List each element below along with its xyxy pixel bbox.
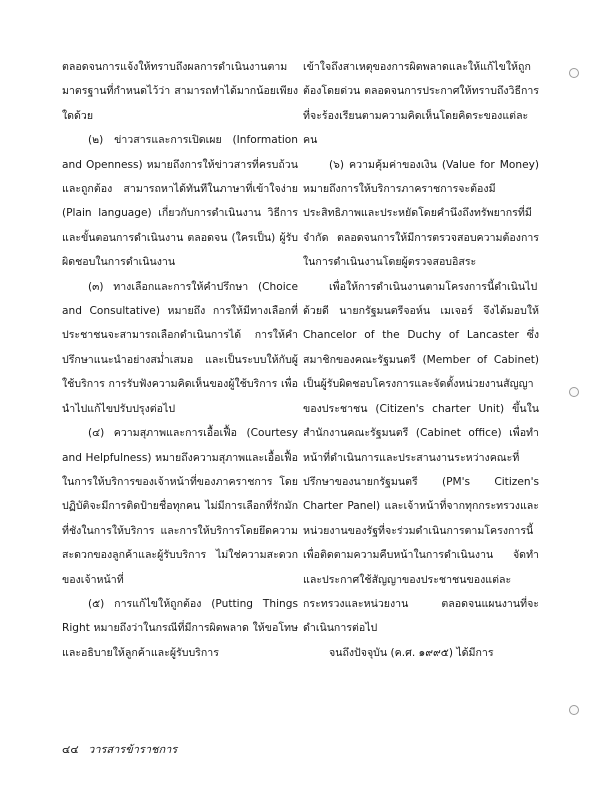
punch-hole xyxy=(569,705,579,715)
paragraph: ตลอดจนการแจ้งให้ทราบถึงผลการดำเนินงานตามมาตรฐานที่กำหนดไว้ว่า สามารถทำได้มากน้อยเพียงใดด้วย xyxy=(62,61,298,122)
paragraph: (๖) ความคุ้มค่าของเงิน (Value for Money) หมายถึงการให้บริการภาคราชการจะต้องมีประสิทธิภาพและประหยัดโดยคำนึงถึงทรัพยากรที่มีจำกัด ตลอดจนการให้มีการตรวจสอบความต้องการในการดำเนินงานโดยผู้ตรวจสอบอิสระ xyxy=(303,158,539,269)
paragraph: (๕) การแก้ไขให้ถูกต้อง (Putting Things Right หมายถึงว่าในกรณีที่มีการผิดพลาด ให้ขอโทษและอธิบายให้ลูกค้าและผู้รับบริการ xyxy=(62,597,298,659)
punch-hole xyxy=(569,387,579,397)
right-column xyxy=(303,55,539,665)
left-column xyxy=(62,55,298,665)
punch-hole xyxy=(569,68,579,78)
paragraph: เข้าใจถึงสาเหตุของการผิดพลาดและให้แก้ไขให้ถูกต้องโดยด่วน ตลอดจนการประกาศให้ทราบถึงวิธีการที่จะร้องเรียนตามความคิดเห็นโดยคิดระของแต่ละคน xyxy=(303,61,539,147)
paragraph: (๔) ความสุภาพและการเอื้อเฟื้อ (Courtesy and Helpfulness) หมายถึงความสุภาพและเอื้อเฟื้อในการให้บริการของเจ้าหน้าที่ของภาคราชการ โดยปฏิบัติจะมีการติดป้ายชื่อทุกคน ไม่มีการเลือกที่รักมักที่ชังในการให้บริการ และการให้บริการโดยยึดความสะดวกของลูกค้าและผู้รับบริการ ไม่ใช่ความสะดวกของเจ้าหน้าที่ xyxy=(62,427,298,586)
page-number: ๔๔ xyxy=(62,743,79,756)
paragraph: (๒) ข่าวสารและการเปิดเผย (Information and Openness) หมายถึงการให้ข่าวสารที่ครบถ้วนและถูกต้อง สามารถหาได้ทันทีในภาษาที่เข้าใจง่าย (Plain language) เกี่ยวกับการดำเนินงาน วิธีการและขั้นตอนการดำเนินงาน ตลอดจน (ใครเป็น) ผู้รับผิดชอบในการดำเนินงาน xyxy=(62,134,298,269)
paragraph: จนถึงปัจจุบัน (ค.ศ. ๑๙๙๕) ได้มีการ xyxy=(329,646,494,659)
paragraph: เพื่อให้การดำเนินงานตามโครงการนี้ดำเนินไปด้วยดี นายกรัฐมนตรีจอห์น เมเจอร์ จึงได้มอบให้ Chancelor of the Duchy of Lancaster ซึ่งสมาชิกของคณะรัฐมนตรี (Member of Cabinet) เป็นผู้รับผิดชอบโครงการและจัดตั้งหน่วยงานสัญญาของประชาชน (Citizen's charter Unit) ขึ้นในสำนักงานคณะรัฐมนตรี (Cabinet office) เพื่อทำหน้าที่ดำเนินการและประสานงานระหว่างคณะที่ปรึกษาของนายกรัฐมนตรี (PM's Citizen's Charter Panel) และเจ้าหน้าที่จากทุกกระทรวงและหน่วยงานของรัฐที่จะร่วมดำเนินการตามโครงการนี้ เพื่อติดตามความคืบหน้าในการดำเนินงาน จัดทำและประกาศใช้สัญญาของประชาชนของแต่ละกระทรวงและหน่วยงาน ตลอดจนแผนงานที่จะดำเนินการต่อไป xyxy=(303,280,539,635)
journal-name: วารสารข้าราชการ xyxy=(88,743,178,756)
paragraph: (๓) ทางเลือกและการให้คำปรึกษา (Choice and Consultative) หมายถึง การให้มีทางเลือกที่ประชาชนจะสามารถเลือกดำเนินการได้ การให้คำปรึกษาแนะนำอย่างสม่ำเสมอ และเป็นระบบให้กับผู้ใช้บริการ การรับฟังความคิดเห็นของผู้ใช้บริการ เพื่อนำไปแก้ไขปรับปรุงต่อไป xyxy=(62,280,298,415)
page-footer xyxy=(62,740,177,758)
